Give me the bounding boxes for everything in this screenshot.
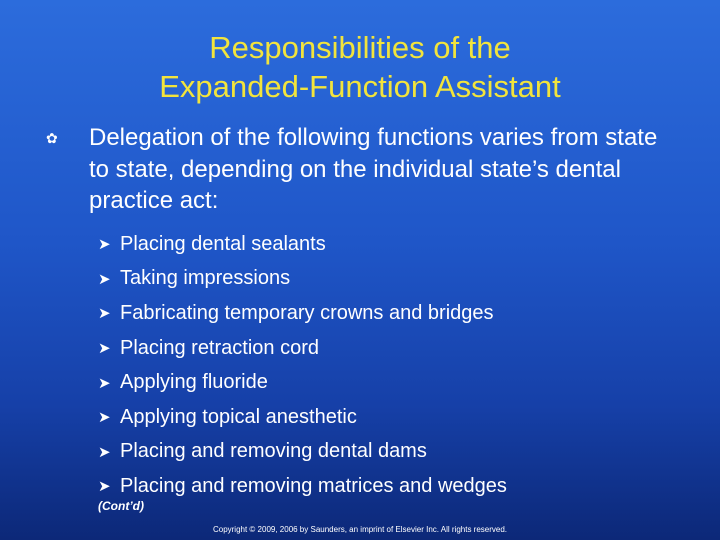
list-item-text: Applying fluoride — [120, 371, 268, 394]
arrow-bullet-icon: ➤ — [98, 409, 111, 427]
list-item-text: Placing and removing matrices and wedges — [120, 474, 507, 497]
list-item — [98, 331, 507, 366]
arrow-bullet-icon: ➤ — [98, 305, 111, 323]
list-item-text: Applying topical anesthetic — [120, 405, 357, 428]
arrow-bullet-icon: ➤ — [98, 374, 111, 392]
list-item-text: Placing retraction cord — [120, 336, 319, 359]
continued-label: (Cont’d) — [98, 499, 144, 513]
sub-bullet-list — [98, 227, 507, 504]
arrow-bullet-icon: ➤ — [98, 270, 111, 288]
list-item — [98, 227, 507, 262]
slide-title-line-1: Responsibilities of the — [209, 30, 511, 65]
list-item-text: Taking impressions — [120, 267, 291, 290]
main-bullet-text: Delegation of the following functions varies from state to state, depending on the individual state’s dental practice act: — [89, 124, 658, 214]
slide-title — [0, 28, 720, 106]
arrow-bullet-icon: ➤ — [98, 236, 111, 254]
list-item — [98, 469, 507, 504]
list-item — [98, 296, 507, 331]
list-item-text: Placing and removing dental dams — [120, 440, 427, 463]
list-item — [98, 262, 507, 297]
list-item — [98, 435, 507, 470]
copyright-notice: Copyright © 2009, 2006 by Saunders, an imprint of Elsevier Inc. All rights reserved. — [212, 525, 508, 534]
arrow-bullet-icon: ➤ — [98, 443, 111, 461]
flower-bullet-icon: ✿ — [46, 130, 58, 146]
list-item — [98, 365, 507, 400]
arrow-bullet-icon: ➤ — [98, 340, 111, 358]
slide-title-line-2: Expanded-Function Assistant — [159, 69, 561, 104]
arrow-bullet-icon: ➤ — [98, 478, 111, 496]
list-item — [98, 400, 507, 435]
list-item-text: Fabricating temporary crowns and bridges — [120, 301, 494, 324]
list-item-text: Placing dental sealants — [120, 232, 326, 255]
